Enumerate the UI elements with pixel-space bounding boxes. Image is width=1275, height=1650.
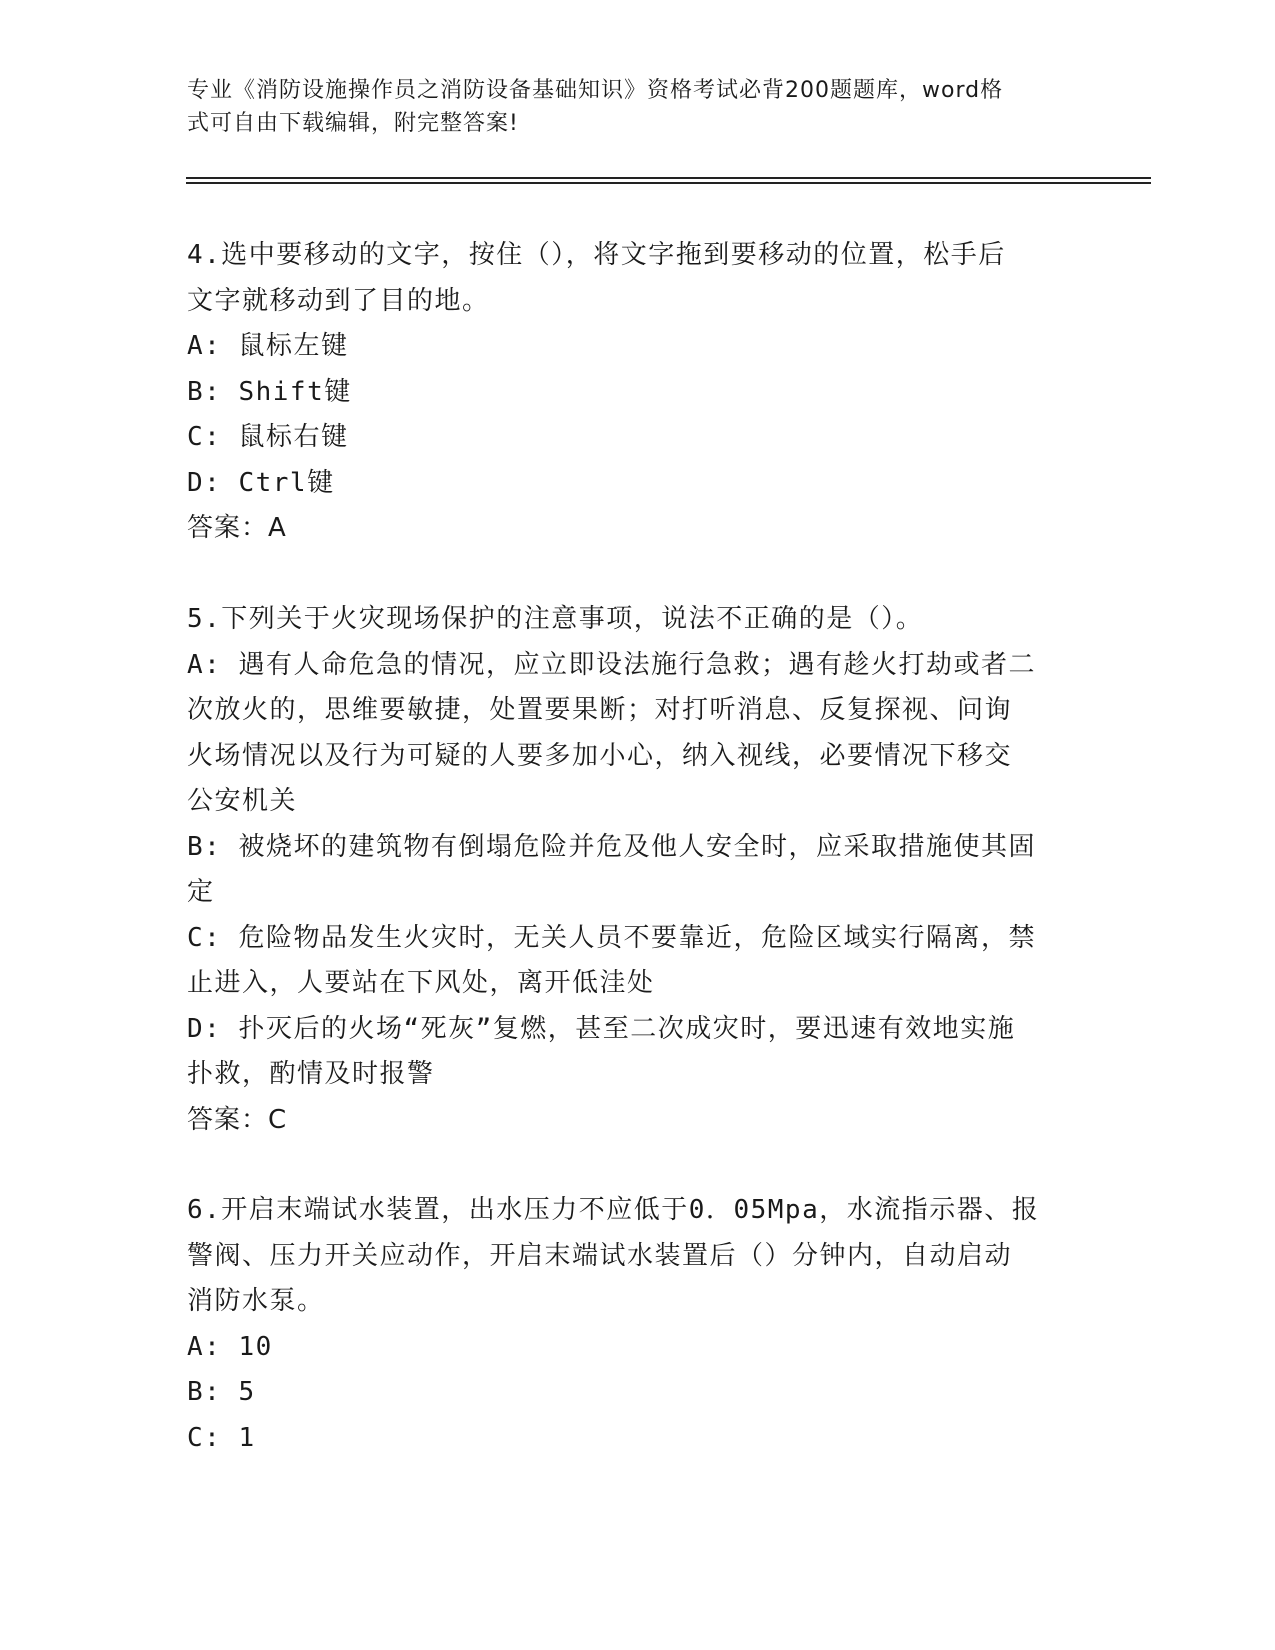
header-divider-bottom xyxy=(186,182,1151,184)
option-b: B: Shift键 xyxy=(187,376,352,407)
option-c: C: 1 xyxy=(187,1422,256,1453)
header-divider-top xyxy=(186,177,1151,179)
question-4 xyxy=(187,233,1077,552)
answer-label: 答案：C xyxy=(187,1104,288,1135)
option-a: A: 10 xyxy=(187,1331,273,1362)
option-d: D: 扑灭后的火场“死灰”复燃，甚至二次成灾时，要迅速有效地实施 xyxy=(187,1013,1016,1044)
option-d: D: Ctrl键 xyxy=(187,467,335,498)
option-a-continued: 次放火的，思维要敏捷，处置要果断；对打听消息、反复探视、问询 xyxy=(187,695,1013,725)
option-c: C: 鼠标右键 xyxy=(187,422,349,452)
question-stem-line: 文字就移动到了目的地。 xyxy=(187,285,490,316)
question-stem-line: 4.选中要移动的文字，按住（），将文字拖到要移动的位置，松手后 xyxy=(187,240,1006,270)
option-a: A: 遇有人命危急的情况，应立即设法施行急救；遇有趁火打劫或者二 xyxy=(187,649,1036,680)
question-stem-line: 6.开启末端试水装置，出水压力不应低于0．05Mpa，水流指示器、报 xyxy=(187,1195,1040,1225)
question-stem-line: 5.下列关于火灾现场保护的注意事项，说法不正确的是（）。 xyxy=(187,604,924,634)
header-line-1: 专业《消防设施操作员之消防设备基础知识》资格考试必背200题题库，word格 xyxy=(187,78,1004,103)
question-6 xyxy=(187,1188,1077,1461)
answer-label: 答案：A xyxy=(187,513,287,543)
option-c: C: 危险物品发生火灾时，无关人员不要靠近，危险区域实行隔离，禁 xyxy=(187,922,1036,953)
option-d-continued: 扑救，酌情及时报警 xyxy=(187,1059,435,1089)
question-5 xyxy=(187,597,1077,1143)
option-c-continued: 止进入，人要站在下风处，离开低洼处 xyxy=(187,968,655,998)
option-a-continued: 公安机关 xyxy=(187,786,298,816)
option-a: A: 鼠标左键 xyxy=(187,331,349,361)
document-header xyxy=(187,74,1067,140)
option-b: B: 5 xyxy=(187,1377,256,1407)
question-stem-line: 警阀、压力开关应动作，开启末端试水装置后（）分钟内，自动启动 xyxy=(187,1240,1013,1271)
option-b: B: 被烧坏的建筑物有倒塌危险并危及他人安全时，应采取措施使其固 xyxy=(187,831,1036,862)
option-a-continued: 火场情况以及行为可疑的人要多加小心，纳入视线，必要情况下移交 xyxy=(187,740,1013,771)
question-stem-line: 消防水泵。 xyxy=(187,1286,325,1316)
option-b-continued: 定 xyxy=(187,877,215,907)
header-line-2: 式可自由下载编辑，附完整答案! xyxy=(187,111,519,136)
